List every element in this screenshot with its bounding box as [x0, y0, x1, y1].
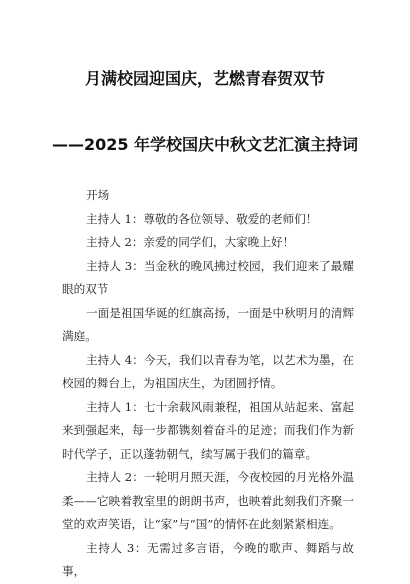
paragraph: 一面是祖国华诞的红旗高扬，一面是中秋明月的清辉满庭。 [62, 305, 354, 343]
paragraph: 主持人 1：七十余载风雨兼程，祖国从站起来、富起来到强起来，每一步都镌刻着奋斗的足迹；而我们作为新时代学子，正以蓬勃朝气，续写属于我们的篇章。 [62, 399, 354, 461]
paragraph: 主持人 1：尊敬的各位领导、敬爱的老师们！ [86, 211, 318, 226]
paragraph: 主持人 3：当金秋的晚风拂过校园，我们迎来了最耀眼的双节 [62, 258, 354, 296]
document-title: 月满校园迎国庆，艺燃青春贺双节 [84, 69, 325, 88]
paragraph: 主持人 2：一轮明月照天涯，今夜校园的月光格外温柔——它映着教室里的朗朗书声，也映着此刻我们齐聚一堂的欢声笑语，让“家”与“国”的情怀在此刻紧紧相连。 [62, 470, 354, 531]
document-subtitle: ——2025 年学校国庆中秋文艺汇演主持词 [51, 135, 359, 154]
document-body [62, 184, 354, 584]
paragraph: 主持人 2：亲爱的同学们，大家晚上好！ [86, 235, 295, 249]
section-heading: 开场 [86, 188, 110, 202]
paragraph: 主持人 4：今天，我们以青春为笔，以艺术为墨，在校园的舞台上，为祖国庆生，为团圆抒情。 [62, 352, 354, 390]
paragraph: 主持人 3：无需过多言语，今晚的歌声、舞蹈与故事， [62, 540, 354, 578]
